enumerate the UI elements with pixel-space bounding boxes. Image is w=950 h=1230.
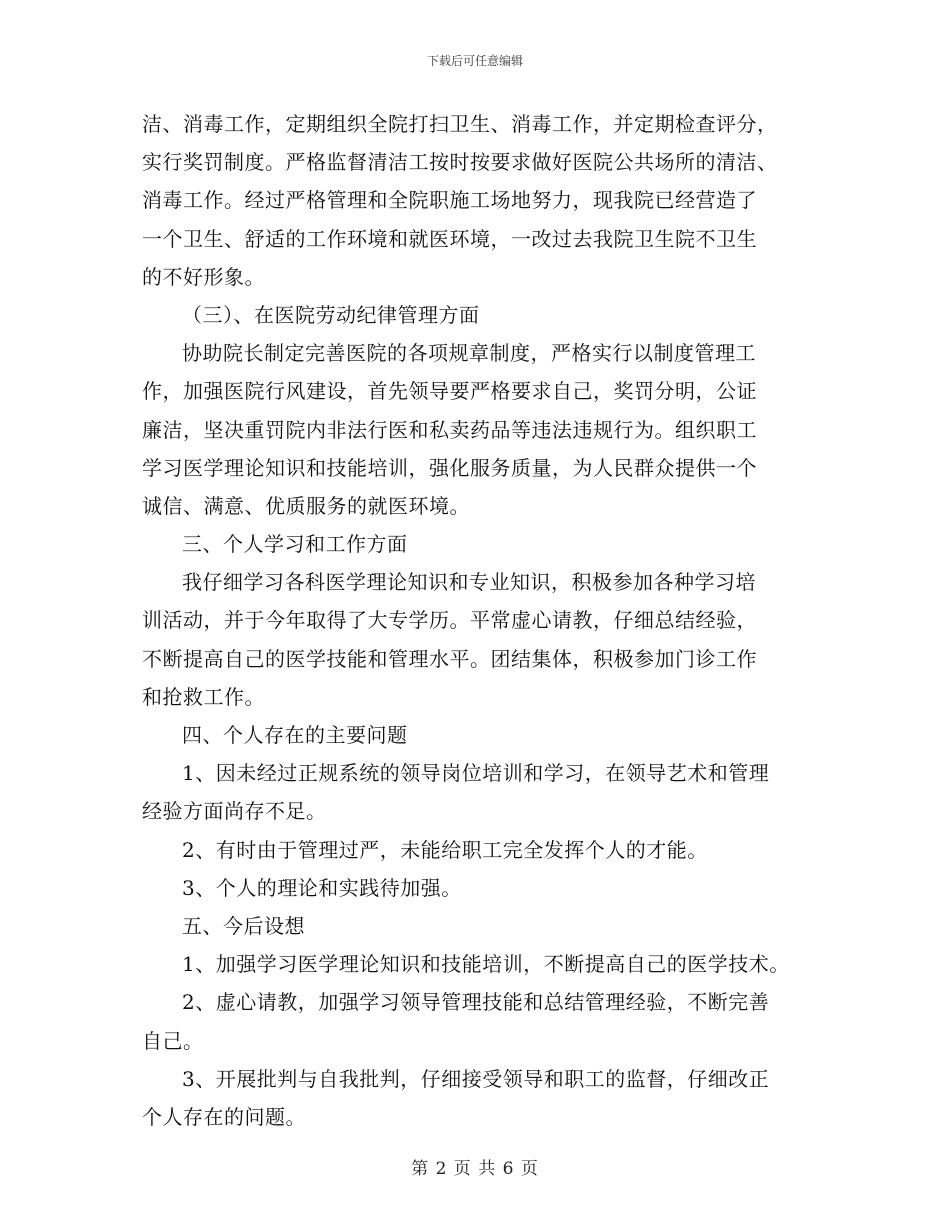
text-line: 学习医学理论知识和技能培训，强化服务质量，为人民群众提供一个 (142, 455, 757, 480)
text-line: 实行奖罚制度。严格监督清洁工按时按要求做好医院公共场所的清洁、 (142, 150, 778, 175)
text-line: 五、今后设想 (182, 913, 305, 938)
text-line: 诚信、满意、优质服务的就医环境。 (142, 493, 470, 518)
text-line: 2、虚心请教，加强学习领导管理技能和总结管理经验，不断完善 (182, 990, 770, 1015)
text-line: 的不好形象。 (142, 264, 265, 289)
page-footer: 第 2 页 共 6 页 (411, 1159, 539, 1179)
page-header: 下载后可任意编辑 (426, 54, 523, 68)
text-line: 自己。 (142, 1028, 204, 1053)
text-line: 经验方面尚存不足。 (142, 799, 327, 824)
document-body (142, 105, 822, 1136)
text-line: 个人存在的问题。 (142, 1104, 306, 1129)
text-line: 和抢救工作。 (142, 684, 265, 709)
text-line: 廉洁，坚决重罚院内非法行医和私卖药品等违法违规行为。组织职工 (142, 417, 757, 442)
text-line: 洁、消毒工作，定期组织全院打扫卫生、消毒工作，并定期检查评分， (142, 112, 778, 136)
text-line: 3、开展批判与自我批判，仔细接受领导和职工的监督，仔细改正 (182, 1066, 770, 1091)
text-line: 不断提高自己的医学技能和管理水平。团结集体，积极参加门诊工作 (142, 646, 757, 671)
text-line: 3、个人的理论和实践待加强。 (182, 875, 462, 900)
text-line: 一个卫生、舒适的工作环境和就医环境，一改过去我院卫生院不卫生 (142, 226, 757, 251)
text-line: 协助院长制定完善医院的各项规章制度，严格实行以制度管理工 (182, 341, 756, 366)
text-line: 三、个人学习和工作方面 (182, 532, 408, 557)
text-line: 消毒工作。经过严格管理和全院职施工场地努力，现我院已经营造了 (142, 188, 757, 213)
text-line: 作，加强医院行风建设，首先领导要严格要求自己，奖罚分明，公证 (142, 379, 757, 404)
text-line: 1、因未经过正规系统的领导岗位培训和学习，在领导艺术和管理 (182, 761, 770, 786)
text-line: （三）、在医院劳动纪律管理方面 (182, 302, 480, 327)
text-line: 四、个人存在的主要问题 (182, 723, 408, 747)
text-line: 2、有时由于管理过严，未能给职工完全发挥个人的才能。 (182, 837, 708, 862)
text-line: 训活动，并于今年取得了大专学历。平常虚心请教，仔细总结经验， (142, 608, 757, 633)
text-line: 我仔细学习各科医学理论知识和专业知识，积极参加各种学习培 (182, 570, 756, 595)
text-line: 1、加强学习医学理论知识和技能培训，不断提高自己的医学技术。 (182, 952, 790, 977)
